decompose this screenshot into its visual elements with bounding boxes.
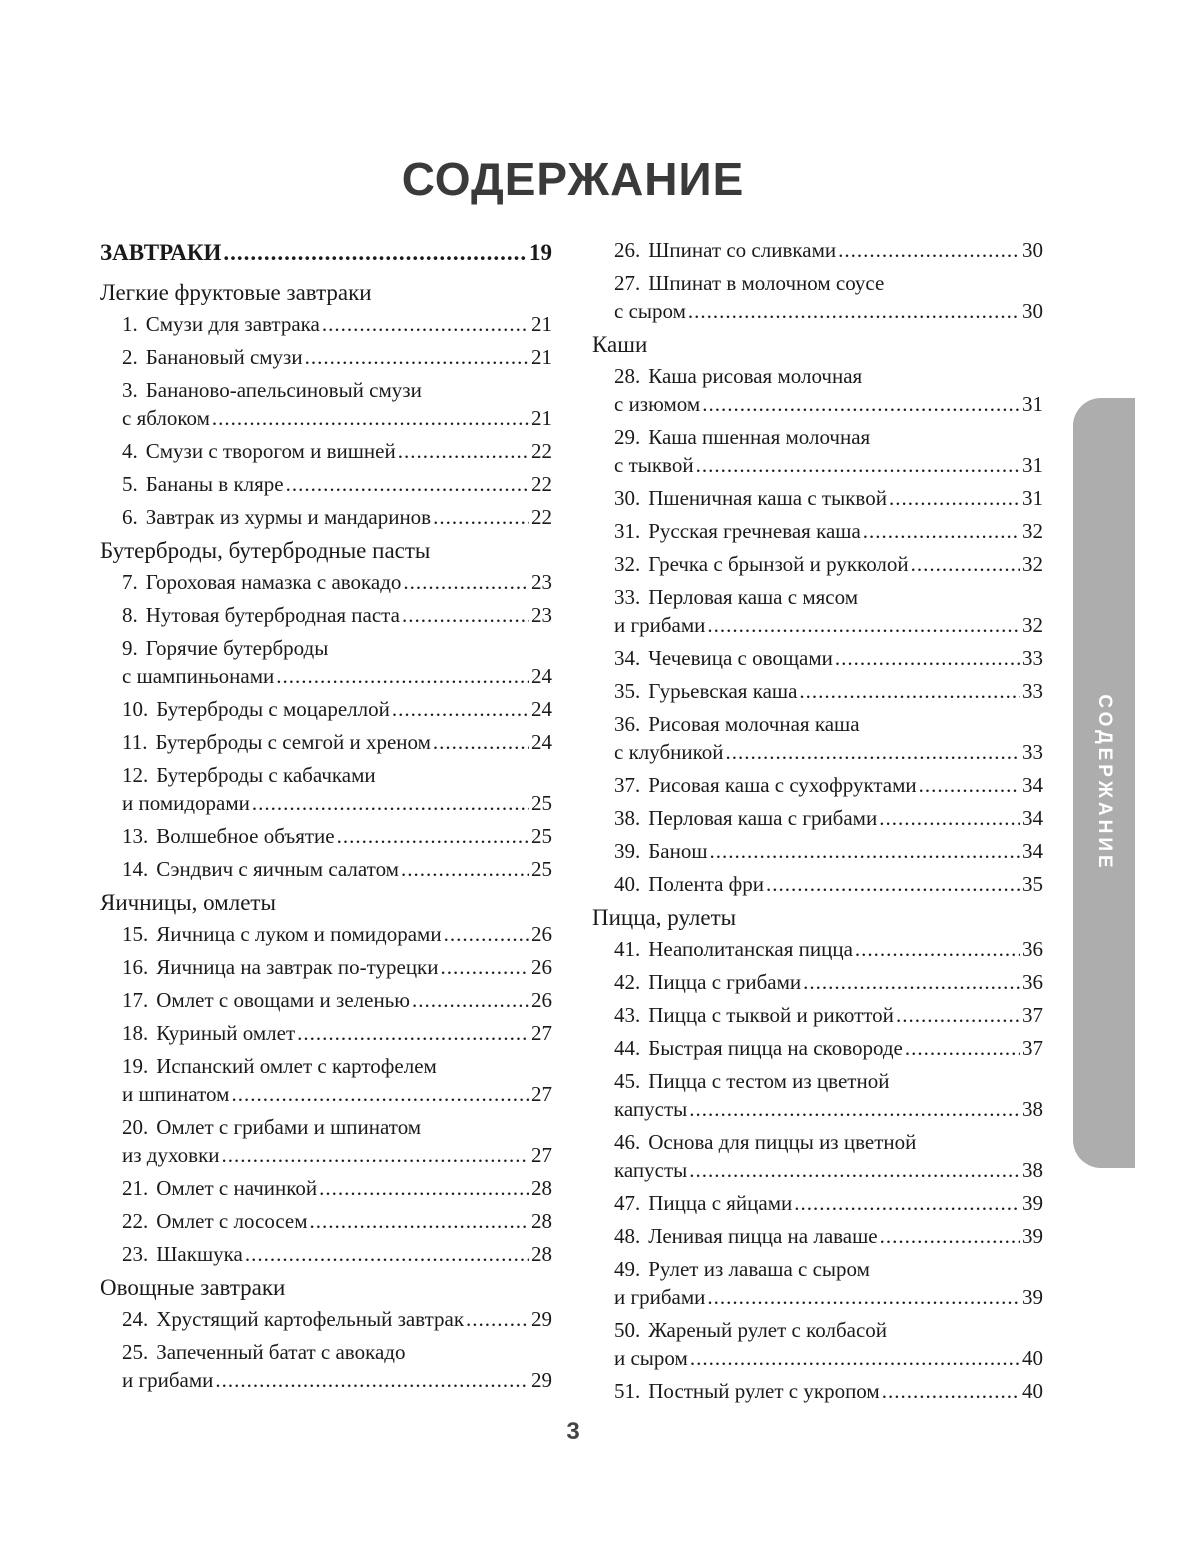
toc-entry-page: 30 <box>1022 299 1043 323</box>
toc-entry-page: 23 <box>531 603 552 627</box>
toc-entry-number: 13. <box>122 824 149 848</box>
toc-entry-number: 17. <box>122 988 149 1012</box>
toc-entry-page: 21 <box>531 406 552 430</box>
toc-leader <box>710 837 1020 865</box>
toc-entry <box>592 710 1043 766</box>
toc-leader <box>689 1095 1020 1123</box>
toc-entry <box>100 1338 552 1394</box>
toc-entry-title: Шпинат со сливками <box>648 238 837 262</box>
toc-entry-number: 3. <box>122 378 138 402</box>
toc-entry-page: 26 <box>531 988 552 1012</box>
toc-leader <box>433 728 529 756</box>
toc-entry-page: 34 <box>1022 806 1043 830</box>
toc-entry-number: 49. <box>614 1257 641 1281</box>
toc-entry-number: 41. <box>614 937 641 961</box>
toc-section-title: Каши <box>592 332 648 357</box>
toc-entry-title: и помидорами <box>122 791 250 815</box>
toc-entry-title: Волшебное объятие <box>156 824 335 848</box>
toc-entry-number: 2. <box>122 345 138 369</box>
toc-entry <box>592 1222 1043 1250</box>
toc-entry-page: 27 <box>531 1021 552 1045</box>
toc-entry-number: 37. <box>614 773 641 797</box>
toc-entry-title: капусты <box>614 1097 688 1121</box>
toc-entry <box>592 1128 1043 1184</box>
toc-entry-page: 38 <box>1022 1158 1043 1182</box>
toc-entry <box>592 1067 1043 1123</box>
toc-entry-title: Каша рисовая молочная <box>648 364 863 388</box>
toc-leader <box>911 550 1020 578</box>
toc-leader <box>919 771 1020 799</box>
toc-leader <box>794 1189 1020 1217</box>
toc-entry-title: Горячие бутерброды <box>145 636 329 660</box>
toc-leader <box>337 822 529 850</box>
toc-leader <box>319 1174 529 1202</box>
toc-section-title: Пицца, рулеты <box>592 905 737 930</box>
toc-entry-title: из духовки <box>122 1143 220 1167</box>
toc-entry-title: Перловая каша с грибами <box>648 806 878 830</box>
toc-leader <box>896 1001 1020 1029</box>
toc-entry-number: 21. <box>122 1176 149 1200</box>
toc-entry-title: Нутовая бутербродная паста <box>145 603 400 627</box>
toc-entry-number: 38. <box>614 806 641 830</box>
toc-entry <box>592 1034 1043 1062</box>
toc-entry-number: 8. <box>122 603 138 627</box>
toc-entry <box>592 423 1043 479</box>
toc-entry-number: 14. <box>122 857 149 881</box>
toc-part-title: ЗАВТРАКИ <box>100 240 222 265</box>
toc-entry <box>100 728 552 756</box>
toc-leader <box>245 1240 529 1268</box>
toc-entry <box>100 437 552 465</box>
toc-entry-title: Шпинат в молочном соусе <box>648 271 885 295</box>
toc-leader <box>212 404 529 432</box>
toc-entry-number: 45. <box>614 1069 641 1093</box>
toc-entry-number: 42. <box>614 970 641 994</box>
toc-entry-page: 34 <box>1022 839 1043 863</box>
toc-entry-number: 25. <box>122 1340 149 1364</box>
toc-entry-title: Рулет из лаваша с сыром <box>648 1257 870 1281</box>
toc-entry-page: 30 <box>1022 238 1043 262</box>
toc-entry <box>100 986 552 1014</box>
toc-leader <box>803 968 1020 996</box>
toc-entry-number: 40. <box>614 872 641 896</box>
toc-entry-title: Гречка с брынзой и рукколой <box>648 552 909 576</box>
toc-entry-page: 23 <box>531 570 552 594</box>
toc-entry <box>100 1113 552 1169</box>
toc-leader <box>688 297 1020 325</box>
toc-entry-title: Постный рулет с укропом <box>648 1379 880 1403</box>
toc-entry-page: 31 <box>1022 392 1043 416</box>
toc-entry-title: Гороховая намазка с авокадо <box>145 570 402 594</box>
toc-leader <box>286 470 529 498</box>
toc-entry <box>100 310 552 338</box>
toc-left-column <box>100 236 552 1399</box>
toc-entry-title: Шакшука <box>156 1242 243 1266</box>
toc-entry-page: 40 <box>1022 1346 1043 1370</box>
toc-entry-title: Омлет с начинкой <box>156 1176 318 1200</box>
toc-entry <box>592 1377 1043 1405</box>
toc-entry-page: 28 <box>531 1209 552 1233</box>
toc-section <box>100 278 552 531</box>
toc-entry-number: 23. <box>122 1242 149 1266</box>
toc-section-title: Легкие фруктовые завтраки <box>100 280 372 305</box>
toc-leader <box>215 1366 529 1394</box>
toc-leader <box>702 390 1020 418</box>
toc-section <box>100 1273 552 1394</box>
toc-entry-page: 37 <box>1022 1036 1043 1060</box>
toc-entry-page: 24 <box>531 664 552 688</box>
toc-entry <box>592 870 1043 898</box>
toc-entry <box>592 644 1043 672</box>
toc-section <box>592 903 1043 1405</box>
toc-entry-page: 32 <box>1022 519 1043 543</box>
toc-leader <box>444 920 529 948</box>
toc-entry-number: 22. <box>122 1209 149 1233</box>
toc-entry <box>592 837 1043 865</box>
toc-entry-number: 1. <box>122 312 138 336</box>
toc-entry-number: 28. <box>614 364 641 388</box>
toc-entry-title: Запеченный батат с авокадо <box>156 1340 406 1364</box>
toc-entry-title: Пицца с яйцами <box>648 1191 793 1215</box>
toc-entry-title: с изюмом <box>614 392 701 416</box>
toc-entry <box>592 804 1043 832</box>
toc-entry-page: 27 <box>531 1143 552 1167</box>
toc-leader <box>838 236 1020 264</box>
toc-entry-title: Испанский омлет с картофелем <box>156 1054 437 1078</box>
toc-entry-number: 39. <box>614 839 641 863</box>
toc-leader <box>403 568 529 596</box>
toc-entry-title: Пицца с тыквой и рикоттой <box>648 1003 894 1027</box>
toc-entry-title: Смузи с творогом и вишней <box>145 439 396 463</box>
toc-entry <box>100 822 552 850</box>
toc-entry <box>592 236 1043 264</box>
toc-section-title: Яичницы, омлеты <box>100 890 276 915</box>
toc-entry <box>100 601 552 629</box>
toc-leader <box>855 935 1020 963</box>
toc-leader <box>441 953 530 981</box>
toc-entry-number: 15. <box>122 922 149 946</box>
toc-entry-page: 39 <box>1022 1191 1043 1215</box>
toc-entry-number: 36. <box>614 712 641 736</box>
toc-entry <box>100 634 552 690</box>
side-tab-label: СОДЕРЖАНИЕ <box>1094 694 1115 872</box>
toc-entry-page: 22 <box>531 472 552 496</box>
toc-entry-page: 34 <box>1022 773 1043 797</box>
toc-entry <box>592 1255 1043 1311</box>
toc-entry-page: 22 <box>531 505 552 529</box>
toc-leader <box>863 517 1020 545</box>
toc-entry-title: Рисовая каша с сухофруктами <box>648 773 917 797</box>
toc-leader <box>412 986 529 1014</box>
toc-entry-title: с шампиньонами <box>122 664 275 688</box>
toc-entry-title: с яблоком <box>122 406 210 430</box>
toc-leader <box>402 601 529 629</box>
toc-entry-number: 19. <box>122 1054 149 1078</box>
toc-section <box>592 330 1043 898</box>
toc-entry-number: 30. <box>614 486 641 510</box>
toc-leader <box>889 484 1020 512</box>
page-number: 3 <box>566 1418 580 1445</box>
toc-entry-number: 33. <box>614 585 641 609</box>
toc-entry-title: Гурьевская каша <box>648 679 798 703</box>
toc-entry-number: 29. <box>614 425 641 449</box>
toc-entry <box>100 1052 552 1108</box>
toc-entry-title: Неаполитанская пицца <box>648 937 853 961</box>
toc-entry-title: Чечевица с овощами <box>648 646 833 670</box>
toc-entry-number: 31. <box>614 519 641 543</box>
toc-leader <box>398 437 529 465</box>
toc-entry <box>592 484 1043 512</box>
toc-entry-page: 26 <box>531 955 552 979</box>
toc-leader <box>276 662 529 690</box>
toc-entry-title: с тыквой <box>614 453 694 477</box>
toc-entry-page: 21 <box>531 312 552 336</box>
toc-right-column <box>592 236 1043 1410</box>
toc-leader <box>252 789 529 817</box>
toc-entry-title: и грибами <box>614 1285 706 1309</box>
toc-entry-page: 27 <box>531 1082 552 1106</box>
toc-entry-page: 37 <box>1022 1003 1043 1027</box>
toc-entry-page: 40 <box>1022 1379 1043 1403</box>
toc-entry-number: 6. <box>122 505 138 529</box>
toc-entry <box>100 568 552 596</box>
toc-leader <box>690 1344 1020 1372</box>
toc-entry-title: Рисовая молочная каша <box>648 712 860 736</box>
toc-entry-number: 47. <box>614 1191 641 1215</box>
toc-entry-page: 39 <box>1022 1285 1043 1309</box>
toc-leader <box>835 644 1020 672</box>
toc-entry-page: 26 <box>531 922 552 946</box>
toc-leader <box>882 1377 1020 1405</box>
toc-entry-title: с клубникой <box>614 740 724 764</box>
toc-leader <box>310 1207 529 1235</box>
toc-entry <box>100 1305 552 1333</box>
toc-leader <box>880 1222 1020 1250</box>
page-title: СОДЕРЖАНИЕ <box>401 153 745 205</box>
toc-entry-title: Бутерброды с семгой и хреном <box>155 730 431 754</box>
toc-entry-title: Банош <box>648 839 708 863</box>
toc-part-page: 19 <box>529 240 552 265</box>
toc-section <box>100 888 552 1268</box>
toc-entry-page: 21 <box>531 345 552 369</box>
toc-entry-number: 12. <box>122 763 149 787</box>
toc-entry <box>592 269 1043 325</box>
toc-entry <box>100 1174 552 1202</box>
toc-entry-page: 25 <box>531 791 552 815</box>
toc-entry-title: Бутерброды с кабачками <box>156 763 376 787</box>
toc-entry-page: 39 <box>1022 1224 1043 1248</box>
toc-entry <box>592 677 1043 705</box>
toc-entry-title: Сэндвич с яичным салатом <box>156 857 399 881</box>
toc-part <box>100 236 552 270</box>
toc-entry-title: Пшеничная каша с тыквой <box>648 486 887 510</box>
toc-entry-page: 32 <box>1022 613 1043 637</box>
toc-entry-number: 7. <box>122 570 138 594</box>
toc-entry-number: 26. <box>614 238 641 262</box>
toc-entry-page: 28 <box>531 1242 552 1266</box>
toc-entry-page: 28 <box>531 1176 552 1200</box>
toc-entry-number: 43. <box>614 1003 641 1027</box>
toc-entry-number: 5. <box>122 472 138 496</box>
toc-entry-number: 11. <box>122 730 148 754</box>
toc-entry-title: Каша пшенная молочная <box>648 425 871 449</box>
toc-leader <box>305 343 529 371</box>
toc-leader <box>401 855 529 883</box>
toc-entry-page: 36 <box>1022 937 1043 961</box>
toc-entry-page: 32 <box>1022 552 1043 576</box>
toc-entry-page: 33 <box>1022 646 1043 670</box>
toc-section <box>100 536 552 883</box>
toc-leader <box>222 1141 529 1169</box>
toc-entry-title: Быстрая пицца на сковороде <box>648 1036 903 1060</box>
toc-entry-page: 25 <box>531 857 552 881</box>
toc-entry-page: 31 <box>1022 486 1043 510</box>
toc-entry <box>592 550 1043 578</box>
toc-entry-title: Завтрак из хурмы и мандаринов <box>145 505 432 529</box>
toc-entry <box>100 503 552 531</box>
toc-entry-page: 29 <box>531 1307 552 1331</box>
toc-entry-page: 22 <box>531 439 552 463</box>
toc-entry-number: 27. <box>614 271 641 295</box>
toc-entry-page: 31 <box>1022 453 1043 477</box>
toc-entry-title: Яичница на завтрак по-турецки <box>156 955 439 979</box>
toc-entry-title: Полента фри <box>648 872 765 896</box>
toc-entry-title: Куриный омлет <box>156 1021 296 1045</box>
toc-entry-page: 36 <box>1022 970 1043 994</box>
toc-leader <box>392 695 529 723</box>
toc-entry-number: 32. <box>614 552 641 576</box>
toc-leader <box>696 451 1020 479</box>
toc-entry-title: и сыром <box>614 1346 688 1370</box>
toc-entry-number: 51. <box>614 1379 641 1403</box>
toc-leader <box>466 1305 529 1333</box>
toc-entry-page: 29 <box>531 1368 552 1392</box>
toc-leader <box>322 310 529 338</box>
toc-entry <box>592 517 1043 545</box>
toc-section-title: Овощные завтраки <box>100 1275 286 1300</box>
toc-entry-page: 35 <box>1022 872 1043 896</box>
toc-entry-title: Пицца с тестом из цветной <box>648 1069 890 1093</box>
toc-leader <box>905 1034 1020 1062</box>
toc-entry-title: Пицца с грибами <box>648 970 802 994</box>
toc-entry-number: 35. <box>614 679 641 703</box>
toc-leader <box>766 870 1020 898</box>
toc-entry-number: 10. <box>122 697 149 721</box>
toc-entry <box>592 583 1043 639</box>
toc-entry <box>592 1316 1043 1372</box>
toc-entry-number: 34. <box>614 646 641 670</box>
toc-entry <box>100 761 552 817</box>
toc-entry-title: и грибами <box>122 1368 214 1392</box>
toc-entry-title: Бананово-апельсиновый смузи <box>145 378 422 402</box>
side-tab <box>1073 398 1135 1168</box>
toc-entry-page: 24 <box>531 697 552 721</box>
toc-entry-page: 24 <box>531 730 552 754</box>
toc-entry <box>592 771 1043 799</box>
toc-entry-number: 44. <box>614 1036 641 1060</box>
toc-entry-title: Жареный рулет с колбасой <box>648 1318 888 1342</box>
toc-section-title: Бутерброды, бутербродные пасты <box>100 538 431 563</box>
toc-entry <box>100 1207 552 1235</box>
toc-leader <box>689 1156 1020 1184</box>
toc-entry <box>100 1240 552 1268</box>
toc-entry-page: 25 <box>531 824 552 848</box>
toc-entry <box>592 1001 1043 1029</box>
toc-entry <box>592 968 1043 996</box>
toc-entry-number: 24. <box>122 1307 149 1331</box>
toc-entry <box>100 470 552 498</box>
toc-entry <box>100 343 552 371</box>
toc-entry-title: и шпинатом <box>122 1082 230 1106</box>
toc-entry-title: Ленивая пицца на лаваше <box>648 1224 878 1248</box>
toc-leader <box>433 503 529 531</box>
toc-entry <box>100 855 552 883</box>
toc-entry-number: 20. <box>122 1115 149 1139</box>
toc-entry-number: 46. <box>614 1130 641 1154</box>
toc-entry-title: и грибами <box>614 613 706 637</box>
toc-entry-page: 33 <box>1022 740 1043 764</box>
toc-entry-title: Основа для пиццы из цветной <box>648 1130 917 1154</box>
toc-entry-page: 33 <box>1022 679 1043 703</box>
toc-entry-title: Омлет с грибами и шпинатом <box>156 1115 422 1139</box>
toc-entry-number: 16. <box>122 955 149 979</box>
toc-section <box>592 236 1043 325</box>
toc-entry <box>100 376 552 432</box>
toc-entry-title: Банановый смузи <box>145 345 303 369</box>
toc-leader <box>707 611 1020 639</box>
toc-entry-number: 18. <box>122 1021 149 1045</box>
toc-entry <box>592 935 1043 963</box>
toc-entry-title: Омлет с овощами и зеленью <box>156 988 410 1012</box>
toc-leader <box>231 1080 529 1108</box>
toc-leader <box>223 236 527 270</box>
toc-leader <box>879 804 1020 832</box>
toc-entry-title: с сыром <box>614 299 686 323</box>
toc-entry-title: Омлет с лососем <box>156 1209 308 1233</box>
toc-entry <box>100 695 552 723</box>
toc-entry-page: 38 <box>1022 1097 1043 1121</box>
toc-leader <box>726 738 1020 766</box>
toc-leader <box>707 1283 1020 1311</box>
toc-entry-title: Смузи для завтрака <box>145 312 320 336</box>
toc-entry-title: Бананы в кляре <box>145 472 284 496</box>
toc-entry <box>592 1189 1043 1217</box>
toc-entry-title: капусты <box>614 1158 688 1182</box>
toc-entry-title: Яичница с луком и помидорами <box>156 922 442 946</box>
toc-entry-number: 4. <box>122 439 138 463</box>
toc-entry <box>100 920 552 948</box>
toc-entry-number: 50. <box>614 1318 641 1342</box>
toc-entry <box>592 362 1043 418</box>
toc-entry-title: Русская гречневая каша <box>648 519 861 543</box>
toc-leader <box>297 1019 529 1047</box>
toc-entry-number: 9. <box>122 636 138 660</box>
toc-entry <box>100 953 552 981</box>
toc-entry <box>100 1019 552 1047</box>
toc-entry-title: Хрустящий картофельный завтрак <box>156 1307 465 1331</box>
toc-entry-title: Перловая каша с мясом <box>648 585 858 609</box>
toc-leader <box>799 677 1020 705</box>
toc-entry-title: Бутерброды с моцареллой <box>156 697 390 721</box>
toc-entry-number: 48. <box>614 1224 641 1248</box>
